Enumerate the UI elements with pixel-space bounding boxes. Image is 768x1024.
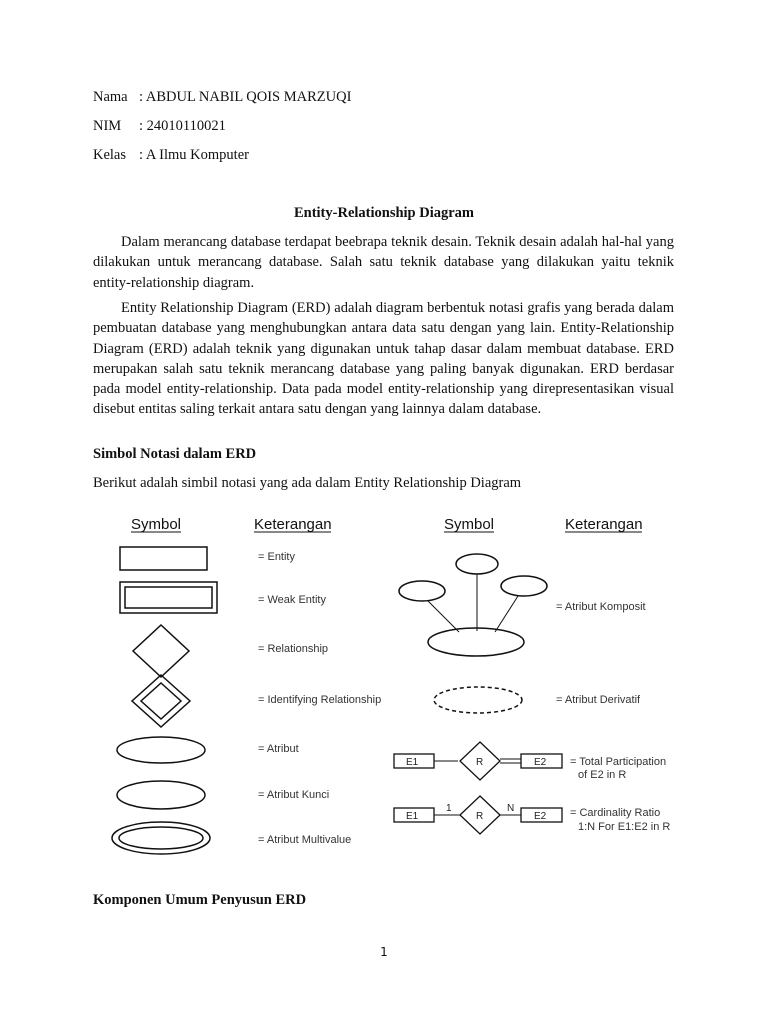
attribute-label: = Atribut (258, 743, 299, 755)
cardinality-ratio-label: = Cardinality Ratio (570, 807, 661, 819)
entity-label: = Entity (258, 551, 295, 563)
cr-e2-text: E2 (534, 811, 547, 822)
cr-n-text: N (507, 803, 515, 814)
info-name-row (93, 88, 351, 106)
multivalue-attribute-symbol (112, 822, 210, 854)
info-class-row (93, 146, 249, 164)
document-title: Entity-Relationship Diagram (293, 205, 475, 221)
composite-attribute-symbol (399, 554, 547, 656)
total-participation-label-2: of E2 in R (578, 769, 627, 781)
symbols-heading: Simbol Notasi dalam ERD (93, 446, 257, 462)
nim-label: NIM (93, 118, 122, 134)
class-value: : A Ilmu Komputer (139, 147, 249, 163)
relationship-symbol (133, 625, 189, 677)
erd-notation-figure (0, 505, 768, 855)
name-label: Nama (93, 89, 128, 105)
paragraph-1: Dalam merancang database terdapat beebrapa teknik desain. Teknik desain adalah hal-hal yang dilakukan untuk merancang database. Salah satu teknik database yang dilakukan yaitu teknik entity-relationship diagram. (93, 234, 674, 291)
tp-e1-text: E1 (406, 757, 419, 768)
attribute-symbol (117, 737, 205, 763)
composite-attribute-label: = Atribut Komposit (556, 601, 646, 613)
cr-e1-text: E1 (406, 811, 419, 822)
symbols-intro: Berikut adalah simbil notasi yang ada dalam Entity Relationship Diagram (93, 475, 522, 491)
page-number: 1 (380, 945, 388, 959)
name-value: : ABDUL NABIL QOIS MARZUQI (139, 89, 352, 105)
tp-r-text: R (476, 757, 484, 768)
left-symbol-header: Symbol (131, 516, 182, 533)
identifying-relationship-symbol (132, 675, 190, 727)
components-heading: Komponen Umum Penyusun ERD (93, 892, 307, 908)
key-attribute-symbol (117, 781, 205, 809)
derived-attribute-label: = Atribut Derivatif (556, 694, 641, 706)
weak-entity-label: = Weak Entity (258, 594, 326, 606)
info-nim-row (93, 117, 226, 135)
right-symbol-header: Symbol (444, 516, 495, 533)
cr-one-text: 1 (446, 803, 452, 814)
weak-entity-symbol (120, 582, 217, 613)
relationship-label: = Relationship (258, 643, 329, 655)
total-participation-label: = Total Participation (570, 756, 667, 768)
paragraph-2: Entity Relationship Diagram (ERD) adalah diagram berbentuk notasi grafis yang berada dalam pembuatan database yang menghubungkan antara data satu dengan yang lain. Entity-Relationship Diagram (ERD) adalah teknik yang digunakan untuk tahap dasar dalam membuat database. ERD merupakan salah satu teknik merancang database yang paling banyak digunakan. ERD berdasar pada model entity-relationship. Data pada model entity-relationship yang direpresentasikan visual disebut entitas saling terkait antara satu dengan yang lainnya dalam database. (93, 300, 674, 418)
tp-e2-text: E2 (534, 757, 547, 768)
identifying-relationship-label: = Identifying Relationship (258, 694, 382, 706)
left-keterangan-header: Keterangan (254, 516, 332, 533)
multivalue-attribute-label: = Atribut Multivalue (258, 834, 352, 846)
nim-value: : 24010110021 (139, 118, 226, 134)
key-attribute-label: = Atribut Kunci (258, 789, 330, 801)
cardinality-ratio-label-2: 1:N For E1:E2 in R (578, 821, 671, 833)
derived-attribute-symbol (434, 687, 522, 713)
class-label: Kelas (93, 147, 127, 163)
entity-symbol (120, 547, 207, 570)
right-keterangan-header: Keterangan (565, 516, 643, 533)
cr-r-text: R (476, 811, 484, 822)
